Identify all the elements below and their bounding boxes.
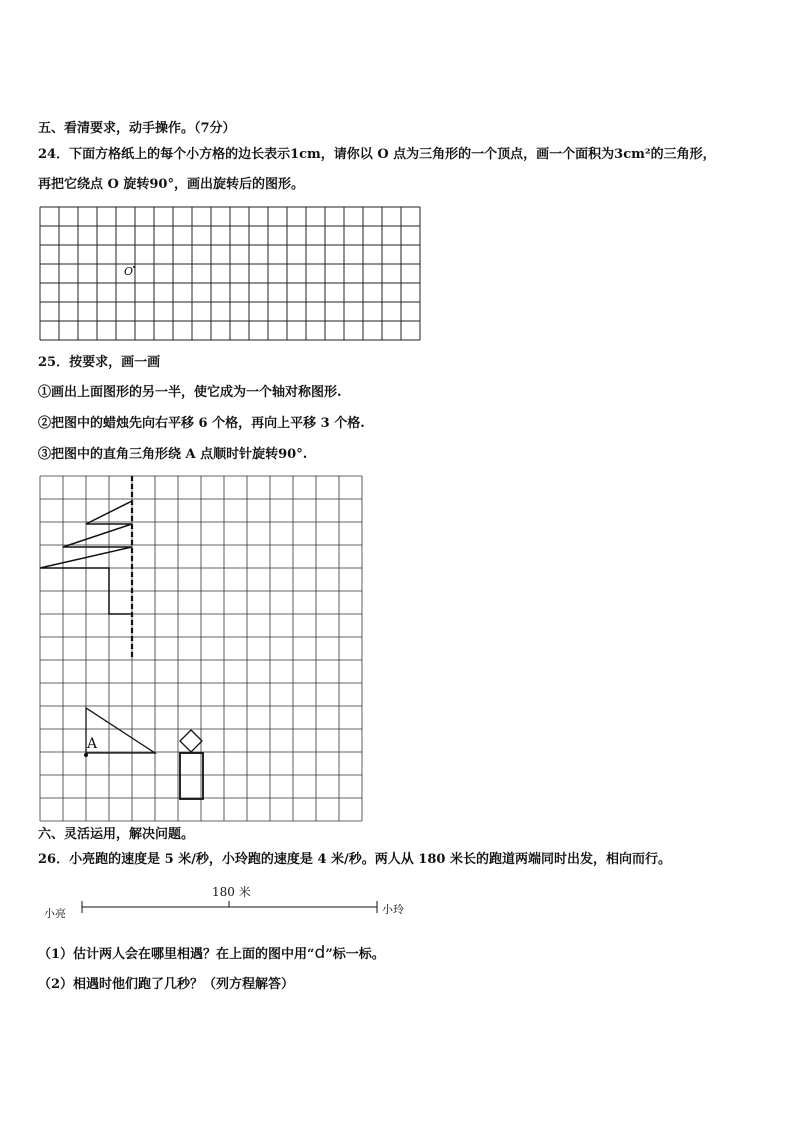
q25-point-a-label: A	[87, 736, 98, 752]
track-right-name: 小玲	[382, 903, 404, 916]
section-heading-5: 五、看清要求，动手操作。（7分）	[38, 121, 236, 136]
q25-grid	[40, 476, 364, 822]
q24-grid	[40, 207, 420, 341]
q26-sub1-start: （1）估计两人会在哪里相遇？在上面的图中用“	[38, 947, 315, 962]
q24-text-line2: 再把它绕点 O 旋转90°，画出旋转后的图形。	[38, 177, 304, 192]
q26-text: 26．小亮跑的速度是 5 米/秒，小玲跑的速度是 4 米/秒。两人从 180 米长的跑道两端同时出发，相向而行。	[38, 852, 671, 867]
q26-sub2: （2）相遇时他们跑了几秒？（列方程解答）	[38, 977, 295, 992]
candle-flame	[180, 730, 202, 752]
q25-item2: ②把图中的蜡烛先向右平移 6 个格，再向上平移 3 个格.	[38, 416, 365, 431]
q24-point-o-label: O	[124, 265, 134, 278]
mark-glyph: d	[314, 943, 326, 963]
track-left-name: 小亮	[44, 907, 66, 920]
q24-text-line1: 24．下面方格纸上的每个小方格的边长表示1cm，请你以 O 点为三角形的一个顶点，画一个面积为3cm²的三角形，	[38, 147, 716, 162]
q25-item1: ①画出上面图形的另一半，使它成为一个轴对称图形.	[38, 385, 342, 400]
q26-sub1	[38, 945, 385, 963]
q26-track-diagram	[44, 884, 424, 924]
q26-sub1-end: ”标一标。	[325, 947, 385, 962]
track-distance-label: 180 米	[212, 885, 251, 899]
q25-title: 25．按要求，画一画	[38, 355, 161, 370]
q24-point-o	[133, 266, 135, 268]
q25-point-a	[84, 753, 88, 757]
candle-body	[180, 753, 203, 799]
q25-item3: ③把图中的直角三角形绕 A 点顺时针旋转90°.	[38, 447, 308, 462]
section-heading-6: 六、灵活运用，解决问题。	[38, 827, 195, 842]
